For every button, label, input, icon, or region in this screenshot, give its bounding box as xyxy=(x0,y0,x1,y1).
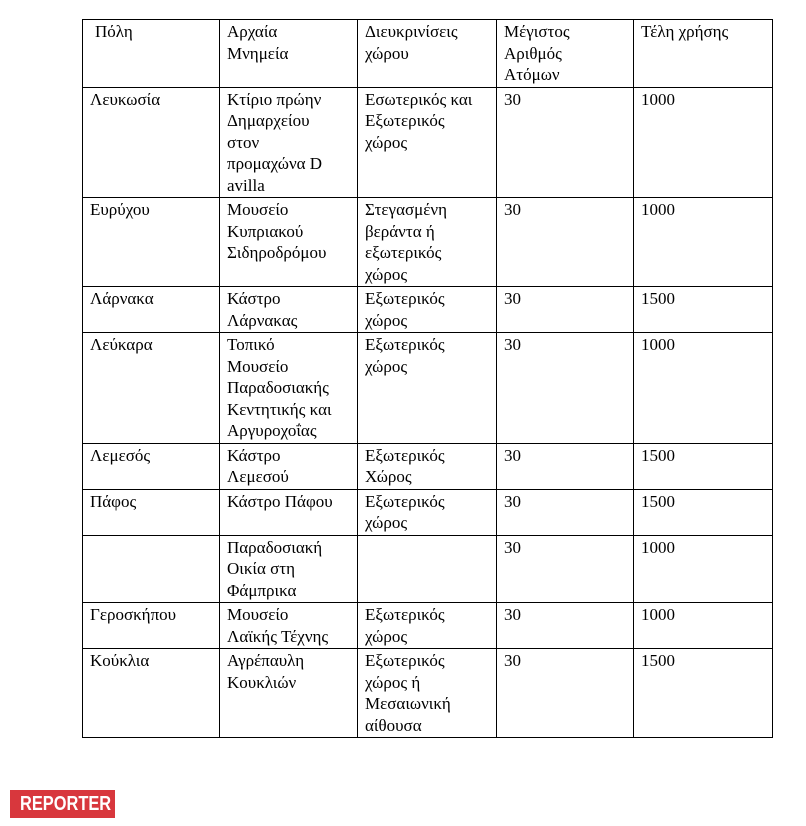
table-row xyxy=(83,443,773,489)
cell-monument: Τοπικό Μουσείο Παραδοσιακής Κεντητικής και Αργυροχοΐας xyxy=(220,333,358,444)
cell-city: Πάφος xyxy=(83,489,220,535)
cell-max-persons: 30 xyxy=(497,287,634,333)
cell-city: Ευρύχου xyxy=(83,198,220,287)
cell-usage-fee: 1500 xyxy=(634,287,773,333)
cell-usage-fee: 1000 xyxy=(634,333,773,444)
header-usage-fees: Τέλη χρήσης xyxy=(634,20,773,88)
header-monuments: Αρχαία Μνημεία xyxy=(220,20,358,88)
header-space-details: Διευκρινίσεις χώρου xyxy=(358,20,497,88)
cell-usage-fee: 1500 xyxy=(634,443,773,489)
cell-monument: Κτίριο πρώην Δημαρχείου στον προμαχώνα D avilla xyxy=(220,87,358,198)
reporter-logo-text: REPORTER xyxy=(20,793,112,815)
cell-monument: Μουσείο Κυπριακού Σιδηροδρόμου xyxy=(220,198,358,287)
cell-city: Λευκωσία xyxy=(83,87,220,198)
cell-usage-fee: 1000 xyxy=(634,198,773,287)
cell-monument: Παραδοσιακή Οικία στη Φάμπρικα xyxy=(220,535,358,603)
table-row xyxy=(83,333,773,444)
cell-monument: Κάστρο Λεμεσού xyxy=(220,443,358,489)
cell-space-details: Εξωτερικός Χώρος xyxy=(358,443,497,489)
cell-max-persons: 30 xyxy=(497,489,634,535)
cell-city: Λεμεσός xyxy=(83,443,220,489)
cell-max-persons: 30 xyxy=(497,87,634,198)
cell-max-persons: 30 xyxy=(497,535,634,603)
table-row xyxy=(83,603,773,649)
cell-city: Γεροσκήπου xyxy=(83,603,220,649)
table-row xyxy=(83,287,773,333)
cell-monument: Κάστρο Πάφου xyxy=(220,489,358,535)
table-row xyxy=(83,535,773,603)
cell-city xyxy=(83,535,220,603)
cell-space-details: Εξωτερικός χώρος xyxy=(358,287,497,333)
cell-city: Λάρνακα xyxy=(83,287,220,333)
cell-max-persons: 30 xyxy=(497,198,634,287)
table-header-row xyxy=(83,20,773,88)
table-row xyxy=(83,87,773,198)
table-row xyxy=(83,489,773,535)
cell-usage-fee: 1500 xyxy=(634,489,773,535)
cell-city: Λεύκαρα xyxy=(83,333,220,444)
cell-space-details: Εξωτερικός χώρος xyxy=(358,603,497,649)
cell-city: Κούκλια xyxy=(83,649,220,738)
cell-max-persons: 30 xyxy=(497,649,634,738)
cell-space-details: Εξωτερικός χώρος ή Μεσαιωνική αίθουσα xyxy=(358,649,497,738)
cell-space-details: Εσωτερικός και Εξωτερικός χώρος xyxy=(358,87,497,198)
cell-space-details: Εξωτερικός χώρος xyxy=(358,333,497,444)
cell-space-details: Εξωτερικός χώρος xyxy=(358,489,497,535)
cell-usage-fee: 1500 xyxy=(634,649,773,738)
cell-monument: Κάστρο Λάρνακας xyxy=(220,287,358,333)
table-row xyxy=(83,649,773,738)
cell-usage-fee: 1000 xyxy=(634,87,773,198)
cell-usage-fee: 1000 xyxy=(634,535,773,603)
header-city: Πόλη xyxy=(83,20,220,88)
cell-space-details: Στεγασμένη βεράντα ή εξωτερικός χώρος xyxy=(358,198,497,287)
table-row xyxy=(83,198,773,287)
cell-max-persons: 30 xyxy=(497,333,634,444)
header-max-persons: Μέγιστος Αριθμός Ατόμων xyxy=(497,20,634,88)
cell-usage-fee: 1000 xyxy=(634,603,773,649)
venues-table xyxy=(82,19,773,738)
cell-monument: Μουσείο Λαϊκής Τέχνης xyxy=(220,603,358,649)
reporter-logo xyxy=(10,790,115,818)
cell-space-details xyxy=(358,535,497,603)
cell-monument: Αγρέπαυλη Κουκλιών xyxy=(220,649,358,738)
cell-max-persons: 30 xyxy=(497,443,634,489)
cell-max-persons: 30 xyxy=(497,603,634,649)
